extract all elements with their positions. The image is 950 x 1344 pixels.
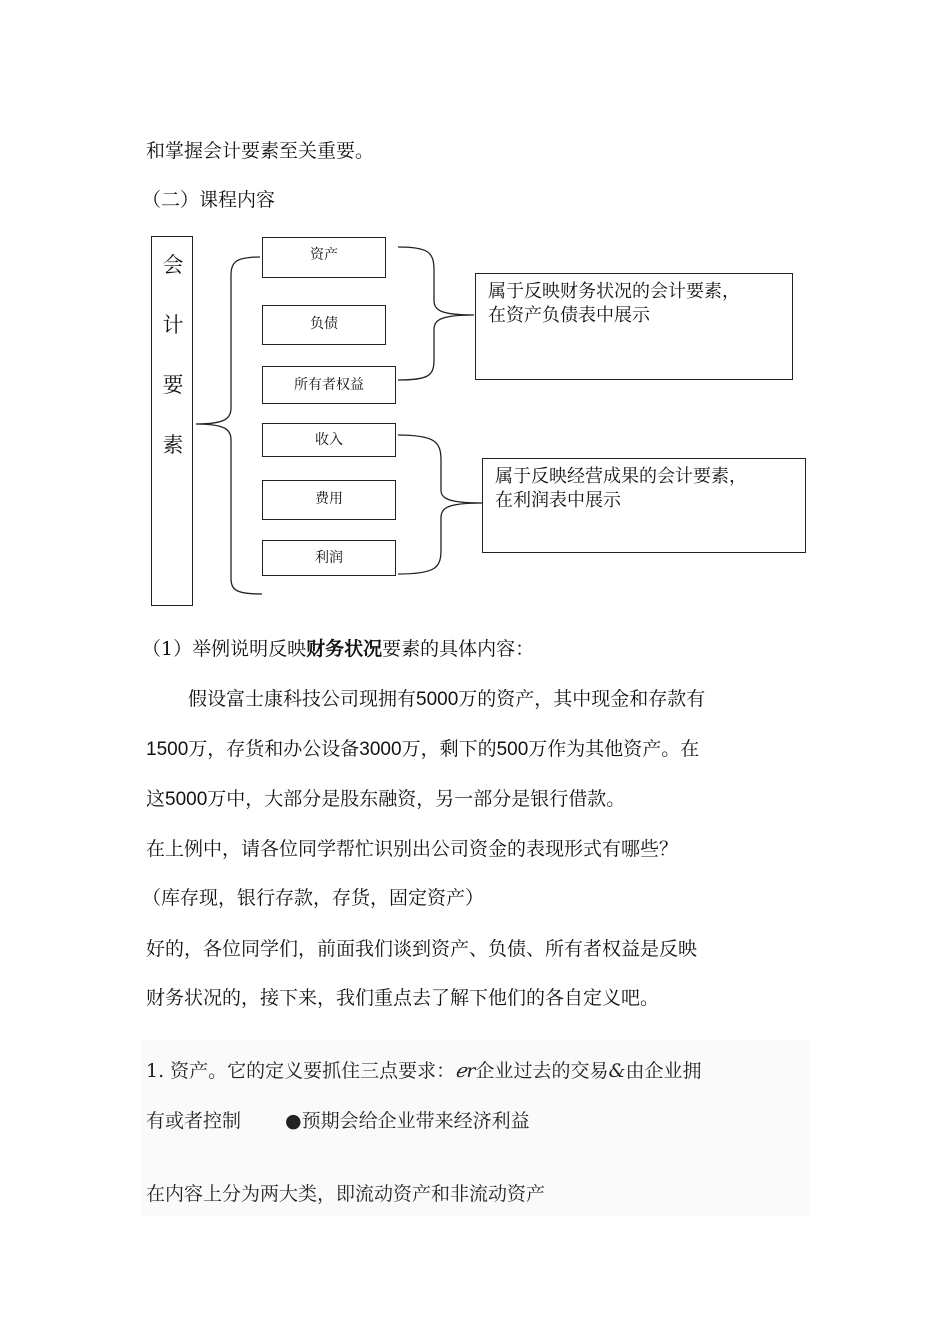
text: 假设富士康科技公司现拥有 [188, 688, 417, 710]
desc-line: 在利润表中展示 [495, 490, 621, 511]
definition-line-1 [146, 1056, 701, 1083]
definition-line-3: 在内容上分为两大类，即流动资产和非流动资产 [146, 1183, 546, 1205]
definition-line-2 [146, 1106, 530, 1133]
text: 1. 资产。它的定义要抓住三点要求： [146, 1060, 456, 1082]
label-char: 计 [162, 313, 184, 337]
question-line: 在上例中，请各位同学帮忙识别出公司资金的表现形式有哪些？ [146, 838, 679, 860]
desc-line: 在资产负债表中展示 [488, 305, 650, 326]
transition-line-1: 好的，各位同学们，前面我们谈到资产、负债、所有者权益是反映 [146, 938, 698, 960]
bullet-icon: ● [285, 1110, 302, 1132]
item-1-bold: 财务状况 [306, 638, 383, 660]
element-assets: 资产 [262, 237, 386, 278]
number: 5000 [416, 689, 459, 710]
number: 1500 [146, 739, 189, 760]
item-1-prefix: （1）举例说明反映 [142, 638, 307, 660]
transition-line-2: 财务状况的，接下来，我们重点去了解下他们的各自定义吧。 [146, 987, 660, 1009]
example-line-1 [188, 686, 705, 713]
text: 预期会给企业带来经济利益 [301, 1110, 530, 1132]
text: 万作为其他资产。在 [528, 738, 700, 760]
section-heading: （二）课程内容 [142, 189, 276, 211]
intro-line: 和掌握会计要素至关重要。 [146, 140, 375, 162]
item-1-heading [142, 636, 534, 662]
number: 500 [496, 739, 529, 760]
text: 企业过去的交易 [475, 1060, 609, 1082]
example-line-3 [146, 786, 625, 813]
text: 由企业拥 [625, 1060, 702, 1082]
element-equity: 所有者权益 [262, 366, 396, 404]
element-expenses: 费用 [262, 480, 396, 520]
element-revenue: 收入 [262, 423, 396, 457]
label-char: 素 [162, 433, 184, 457]
desc-line: 属于反映经营成果的会计要素， [495, 466, 747, 487]
label-char: 会 [162, 253, 184, 277]
text: 有或者控制 [146, 1110, 242, 1132]
element-liabilities: 负债 [262, 305, 386, 345]
symbol: ℯr [455, 1060, 476, 1082]
symbol: & [608, 1060, 626, 1082]
text: 万，剩下的 [401, 738, 497, 760]
text: 万的资产，其中现金和存款有 [458, 688, 706, 710]
number: 5000 [165, 789, 208, 810]
accounting-elements-label-box [151, 236, 193, 606]
item-1-suffix: 要素的具体内容： [382, 638, 535, 660]
number: 3000 [359, 739, 402, 760]
operating-results-description [482, 458, 806, 553]
text: 万，存货和办公设备 [188, 738, 360, 760]
label-char: 要 [162, 373, 184, 397]
answer-line: （库存现，银行存款，存货，固定资产） [142, 887, 485, 909]
example-line-2 [146, 736, 699, 763]
text: 万中，大部分是股东融资，另一部分是银行借款。 [207, 788, 626, 810]
financial-position-description [475, 273, 793, 380]
text: 这 [146, 788, 166, 810]
element-profit: 利润 [262, 540, 396, 576]
desc-line: 属于反映财务状况的会计要素， [488, 281, 740, 302]
